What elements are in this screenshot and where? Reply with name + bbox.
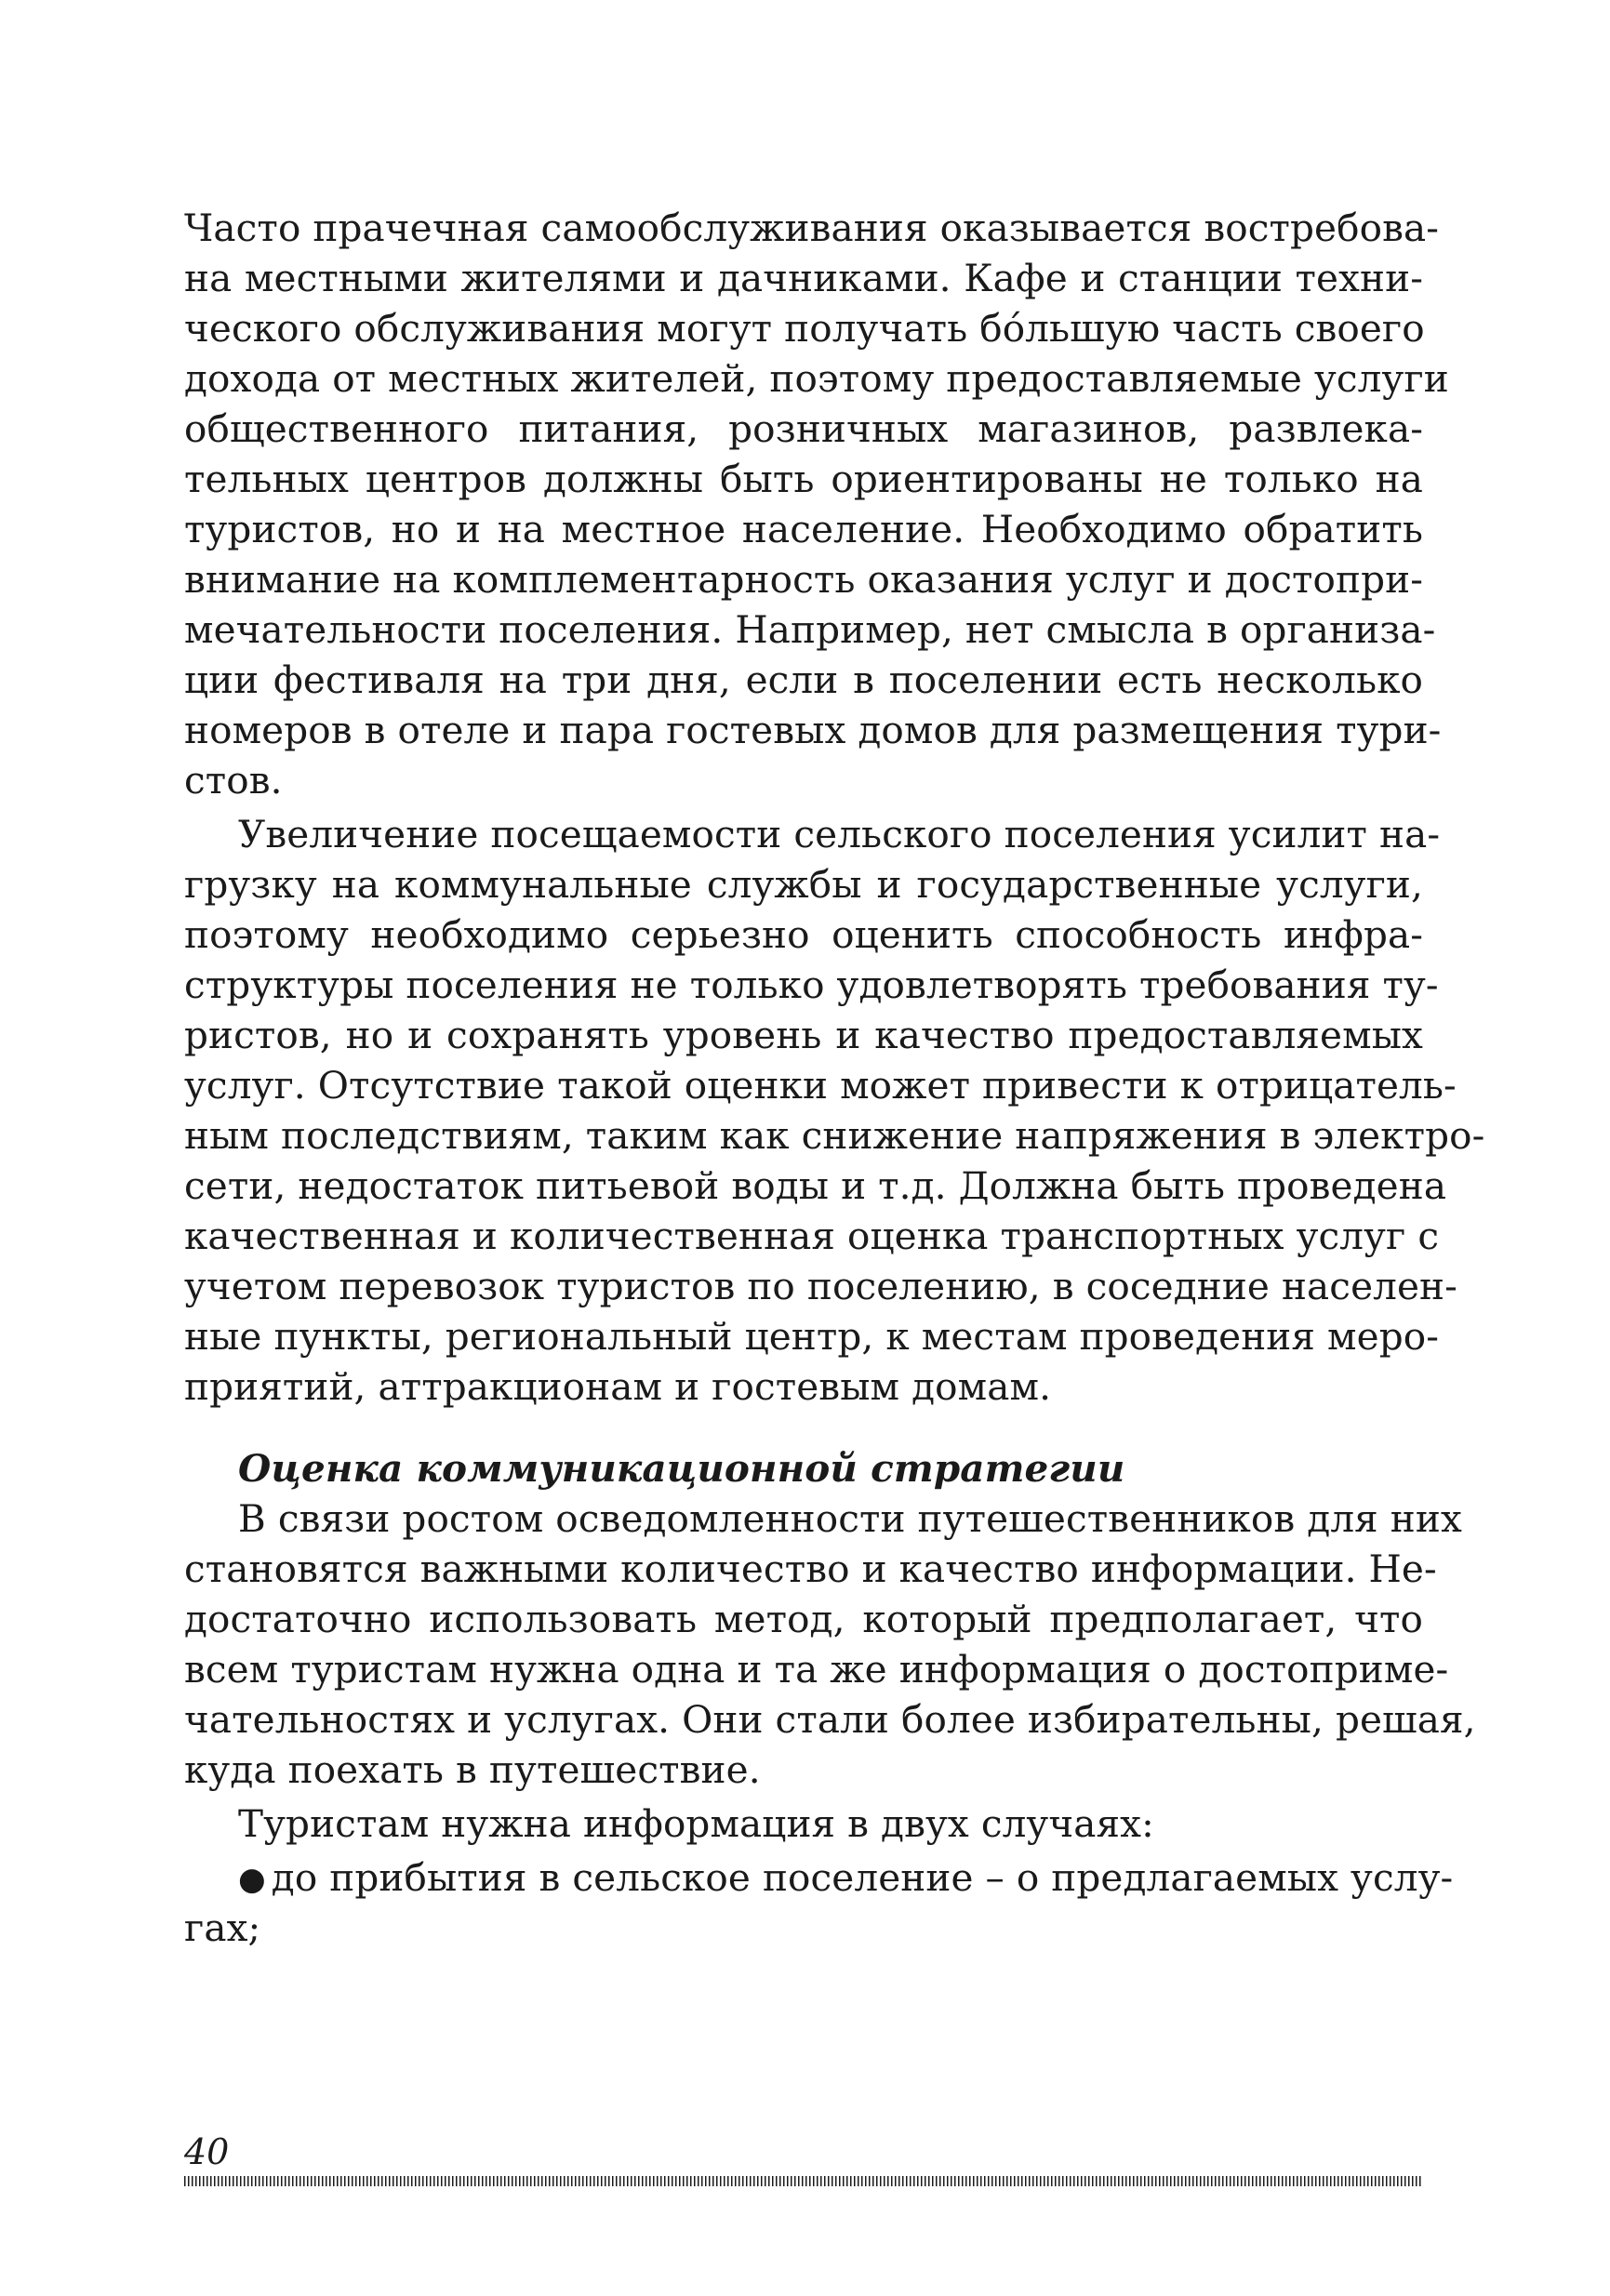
- text-line: стов.: [184, 758, 283, 803]
- text-line: внимание на комплементарность оказания услуг и достопри-: [184, 557, 1423, 602]
- text-line: качественная и количественная оценка транспортных услуг с: [184, 1214, 1440, 1258]
- text-line: общественного питания, розничных магазинов, развлека-: [184, 406, 1423, 451]
- text-line: становятся важными количество и качество информации. Не-: [184, 1546, 1437, 1591]
- text-line: гах;: [184, 1905, 261, 1950]
- paragraph: [184, 203, 1449, 805]
- text-line: сети, недостаток питьевой воды и т.д. Должна быть проведена: [184, 1163, 1447, 1208]
- text-line: ные пункты, региональный центр, к местам проведения меро-: [184, 1314, 1439, 1359]
- page-number: 40: [184, 2131, 230, 2172]
- bullet-icon: ●: [238, 1861, 266, 1898]
- text-line: мечательности поселения. Например, нет смысла в организа-: [184, 607, 1436, 652]
- text-line: дохода от местных жителей, поэтому предоставляемые услуги: [184, 356, 1449, 401]
- section-heading: Оценка коммуникационной стратегии: [238, 1446, 1125, 1491]
- text-line: ции фестиваля на три дня, если в поселении есть несколько: [184, 657, 1423, 702]
- text-line: достаточно использовать метод, который предполагает, что: [184, 1597, 1423, 1641]
- text-line: Увеличение посещаемости сельского поселения усилит на-: [238, 812, 1441, 856]
- text-line: куда поехать в путешествие.: [184, 1747, 761, 1792]
- text-line: [184, 1852, 1454, 1903]
- text-line: В связи ростом осведомленности путешественников для них: [238, 1496, 1462, 1541]
- text-line: ным последствиям, таким как снижение напряжения в электро-: [184, 1113, 1485, 1158]
- text-line: услуг. Отсутствие такой оценки может привести к отрицатель-: [184, 1063, 1457, 1108]
- bullet-text: до прибытия в сельское поселение – о предлагаемых услу-: [271, 1855, 1454, 1900]
- text-line: структуры поселения не только удовлетворять требования ту-: [184, 962, 1439, 1007]
- text-line: ристов, но и сохранять уровень и качество предоставляемых: [184, 1013, 1423, 1057]
- text-line: чательностях и услугах. Они стали более избирательны, решая,: [184, 1697, 1476, 1742]
- text-line: на местными жителями и дачниками. Кафе и станции техни-: [184, 256, 1423, 300]
- text-line: Часто прачечная самообслуживания оказывается востребова-: [184, 206, 1440, 250]
- text-line: ческого обслуживания могут получать бóльшую часть своего: [184, 306, 1425, 351]
- paragraph: [184, 1493, 1476, 1795]
- text-line: туристов, но и на местное население. Необходимо обратить: [184, 507, 1423, 551]
- paragraph: [184, 809, 1485, 1412]
- text-line: грузку на коммунальные службы и государственные услуги,: [184, 862, 1423, 907]
- text-line: номеров в отеле и пара гостевых домов для размещения тури-: [184, 708, 1442, 752]
- footer-rule: [184, 2176, 1423, 2186]
- text-line: учетом перевозок туристов по поселению, в соседние населен-: [184, 1264, 1457, 1308]
- text-line: тельных центров должны быть ориентированы не только на: [184, 457, 1423, 501]
- text-line: поэтому необходимо серьезно оценить способность инфра-: [184, 912, 1423, 957]
- paragraph: [184, 1798, 1423, 1849]
- text-line: Туристам нужна информация в двух случаях:: [238, 1801, 1154, 1846]
- text-line: приятий, аттракционам и гостевым домам.: [184, 1364, 1052, 1409]
- page-content: [184, 203, 1485, 1953]
- bullet-item: [184, 1852, 1454, 1953]
- text-line: всем туристам нужна одна и та же информация о достоприме-: [184, 1647, 1449, 1692]
